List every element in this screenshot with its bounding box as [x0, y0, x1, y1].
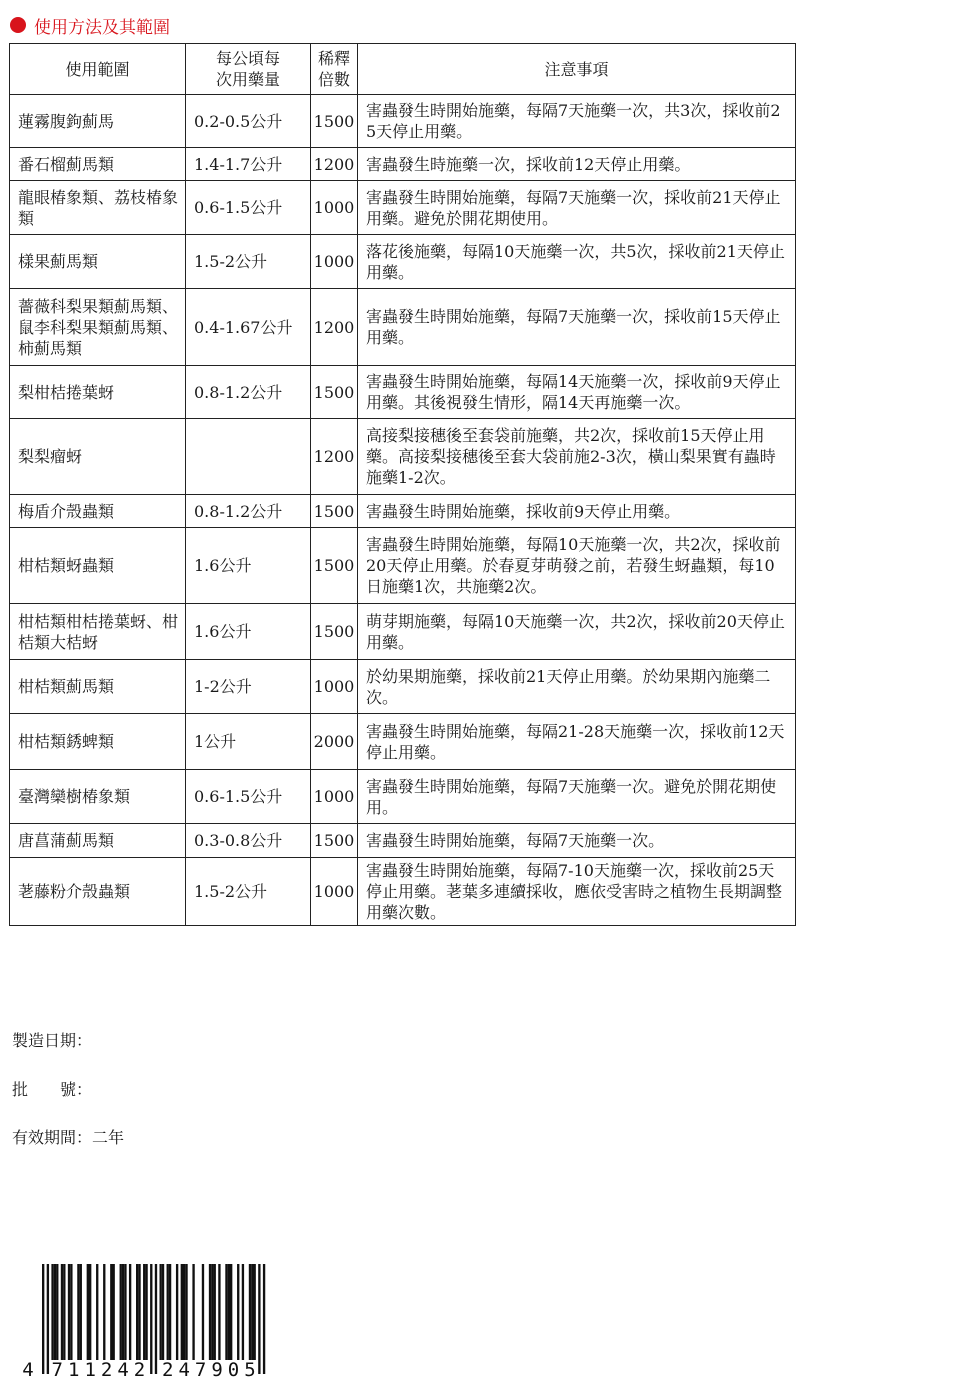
header-notes: 注意事項: [358, 44, 796, 95]
section-title: 使用方法及其範圍: [34, 17, 170, 38]
dose-cell: 0.4-1.67公升: [186, 289, 311, 366]
barcode-digit: 2: [162, 1359, 174, 1380]
dilution-cell: 1000: [311, 770, 358, 824]
dilution-cell: 1000: [311, 660, 358, 714]
barcode-bar: [77, 1264, 79, 1360]
dose-cell: 1.6公升: [186, 528, 311, 604]
usage-scope-cell: 樣果薊馬類: [10, 235, 186, 289]
table-row: [10, 604, 796, 660]
barcode-bar: [176, 1264, 178, 1360]
table-row: [10, 858, 796, 926]
barcode-bar: [70, 1264, 72, 1360]
barcode-bar: [96, 1264, 98, 1360]
notes-cell: 害蟲發生時施藥一次，採收前12天停止用藥。: [358, 148, 796, 181]
barcode-bar: [145, 1264, 147, 1360]
usage-scope-cell: 柑桔類薊馬類: [10, 660, 186, 714]
barcode-bar: [68, 1264, 70, 1360]
barcode-bar: [249, 1264, 251, 1360]
table-body: [10, 95, 796, 926]
usage-scope-cell: 柑桔類銹蜱類: [10, 714, 186, 770]
table-row: [10, 235, 796, 289]
barcode-digit: 2: [133, 1359, 146, 1380]
barcode-bar: [155, 1264, 157, 1374]
barcode-digit: 4: [22, 1359, 34, 1380]
barcode-bar: [143, 1264, 145, 1360]
dilution-cell: 1200: [311, 148, 358, 181]
barcode-bar: [113, 1264, 115, 1360]
usage-scope-cell: 薔薇科梨果類薊馬類、鼠李科梨果類薊馬類、柿薊馬類: [10, 289, 186, 366]
usage-scope-cell: 龍眼椿象類、荔枝椿象類: [10, 181, 186, 235]
table-row: [10, 148, 796, 181]
usage-scope-cell: 柑桔類蚜蟲類: [10, 528, 186, 604]
usage-table: [9, 43, 796, 926]
table-row: [10, 419, 796, 495]
usage-scope-cell: 梨柑桔捲葉蚜: [10, 366, 186, 419]
barcode: [20, 1262, 282, 1380]
barcode-bar: [228, 1264, 230, 1360]
dilution-cell: 1500: [311, 366, 358, 419]
header-dose: 每公頃每 次用藥量: [186, 44, 311, 95]
barcode-bar: [160, 1264, 162, 1360]
barcode-bar: [110, 1264, 112, 1360]
barcode-digit: 1: [84, 1359, 96, 1380]
barcode-bar: [218, 1264, 220, 1360]
barcode-digit: 7: [51, 1359, 63, 1380]
table-row: [10, 366, 796, 419]
barcode-digit: 2: [100, 1359, 113, 1380]
barcode-bar: [225, 1264, 227, 1360]
dose-cell: 0.6-1.5公升: [186, 181, 311, 235]
barcode-bar: [54, 1264, 56, 1360]
notes-cell: 害蟲發生時開始施藥，每隔7-10天施藥一次，採收前25天停止用藥。荖葉多連續採收，應依受害時之植物生長期調整用藥次數。: [358, 858, 796, 926]
barcode-bar: [214, 1264, 216, 1360]
barcode-bar: [120, 1264, 122, 1360]
dose-cell: 0.3-0.8公升: [186, 824, 311, 858]
barcode-bar: [80, 1264, 82, 1360]
barcode-bar: [254, 1264, 256, 1360]
barcode-digit: 0: [227, 1359, 240, 1380]
dose-cell: 1.5-2公升: [186, 235, 311, 289]
barcode-bar: [192, 1264, 194, 1360]
table-header-row: [10, 44, 796, 95]
dose-cell: 1-2公升: [186, 660, 311, 714]
table-row: [10, 289, 796, 366]
dose-cell: 0.6-1.5公升: [186, 770, 311, 824]
barcode-bar: [124, 1264, 126, 1360]
usage-scope-cell: 唐菖蒲薊馬類: [10, 824, 186, 858]
table-row: [10, 528, 796, 604]
red-bullet-icon: [10, 17, 26, 33]
barcode-bar: [129, 1264, 131, 1360]
barcode-digit: 7: [194, 1359, 207, 1380]
barcode-digit: 4: [117, 1359, 129, 1380]
table-row: [10, 824, 796, 858]
dose-cell: 0.8-1.2公升: [186, 366, 311, 419]
barcode-bar: [237, 1264, 239, 1360]
barcode-bar: [183, 1264, 185, 1360]
barcode-bar: [89, 1264, 91, 1360]
notes-cell: 高接梨接穗後至套袋前施藥，共2次，採收前15天停止用藥。高接梨接穗後至套大袋前施2-3次，橫山梨果實有蟲時施藥1-2次。: [358, 419, 796, 495]
dilution-cell: 1200: [311, 289, 358, 366]
notes-cell: 害蟲發生時開始施藥，每隔21-28天施藥一次，採收前12天停止用藥。: [358, 714, 796, 770]
dilution-cell: 1000: [311, 181, 358, 235]
notes-cell: 害蟲發生時開始施藥，每隔7天施藥一次。避免於開花期使用。: [358, 770, 796, 824]
barcode-bar: [167, 1264, 169, 1360]
dilution-cell: 1500: [311, 604, 358, 660]
dilution-cell: 1500: [311, 528, 358, 604]
header-dilution: 稀釋 倍數: [311, 44, 358, 95]
section-header: [10, 12, 170, 38]
usage-scope-cell: 柑桔類柑桔捲葉蚜、柑桔類大桔蚜: [10, 604, 186, 660]
barcode-bar: [56, 1264, 58, 1360]
notes-cell: 萌芽期施藥，每隔10天施藥一次，共2次，採收前20天停止用藥。: [358, 604, 796, 660]
barcode-bar: [42, 1264, 44, 1374]
barcode-digit: 9: [211, 1359, 223, 1380]
barcode-digit: 4: [178, 1359, 190, 1380]
notes-cell: 害蟲發生時開始施藥，採收前9天停止用藥。: [358, 495, 796, 528]
barcode-bar: [122, 1264, 124, 1360]
dilution-cell: 1500: [311, 95, 358, 148]
notes-cell: 害蟲發生時開始施藥，每隔7天施藥一次。: [358, 824, 796, 858]
barcode-bar: [61, 1264, 63, 1360]
table-row: [10, 660, 796, 714]
barcode-bar: [162, 1264, 164, 1360]
barcode-bar: [251, 1264, 253, 1360]
usage-scope-cell: 梨梨瘤蚜: [10, 419, 186, 495]
barcode-bar: [138, 1264, 140, 1360]
barcode-bar: [230, 1264, 232, 1360]
barcode-bar: [103, 1264, 105, 1360]
dose-cell: 0.2-0.5公升: [186, 95, 311, 148]
table-row: [10, 495, 796, 528]
notes-cell: 害蟲發生時開始施藥，每隔14天施藥一次，採收前9天停止用藥。其後視發生情形，隔14天再施藥一次。: [358, 366, 796, 419]
usage-scope-cell: 蓮霧腹鉤薊馬: [10, 95, 186, 148]
barcode-bar: [202, 1264, 204, 1360]
dose-cell: 1.4-1.7公升: [186, 148, 311, 181]
notes-cell: 害蟲發生時開始施藥，每隔10天施藥一次，共2次，採收前20天停止用藥。於春夏芽萌發之前，若發生蚜蟲類，每10日施藥1次，共施藥2次。: [358, 528, 796, 604]
dose-cell: 1公升: [186, 714, 311, 770]
dilution-cell: 1000: [311, 235, 358, 289]
header-scope: 使用範圍: [10, 44, 186, 95]
dose-cell: 1.5-2公升: [186, 858, 311, 926]
notes-cell: 落花後施藥，每隔10天施藥一次，共5次，採收前21天停止用藥。: [358, 235, 796, 289]
barcode-bar: [263, 1264, 265, 1374]
barcode-bar: [47, 1264, 49, 1374]
barcode-bar: [209, 1264, 211, 1360]
barcode-bar: [136, 1264, 138, 1360]
usage-scope-cell: 梅盾介殼蟲類: [10, 495, 186, 528]
dose-cell: [186, 419, 311, 495]
barcode-bar: [211, 1264, 213, 1360]
barcode-bar: [258, 1264, 260, 1374]
barcode-digit: 1: [68, 1359, 80, 1380]
barcode-bar: [51, 1264, 53, 1360]
table-row: [10, 181, 796, 235]
batch-number-label: 批 號：: [12, 1080, 93, 1099]
table-row: [10, 95, 796, 148]
barcode-digit: 5: [244, 1359, 256, 1380]
notes-cell: 害蟲發生時開始施藥，每隔7天施藥一次，採收前21天停止用藥。避免於開花期使用。: [358, 181, 796, 235]
barcode-bar: [169, 1264, 171, 1360]
table-row: [10, 770, 796, 824]
manufacture-date-label: 製造日期：: [12, 1031, 93, 1050]
notes-cell: 於幼果期施藥，採收前21天停止用藥。於幼果期內施藥二次。: [358, 660, 796, 714]
barcode-bar: [87, 1264, 89, 1360]
notes-cell: 害蟲發生時開始施藥，每隔7天施藥一次，共3次，採收前25天停止用藥。: [358, 95, 796, 148]
dilution-cell: 1000: [311, 858, 358, 926]
barcode-bar: [150, 1264, 152, 1374]
dilution-cell: 1500: [311, 495, 358, 528]
table-row: [10, 714, 796, 770]
barcode-bar: [181, 1264, 183, 1360]
validity-period-label: 有效期間：二年: [12, 1128, 125, 1147]
dilution-cell: 1200: [311, 419, 358, 495]
barcode-bar: [63, 1264, 65, 1360]
dilution-cell: 2000: [311, 714, 358, 770]
notes-cell: 害蟲發生時開始施藥，每隔7天施藥一次，採收前15天停止用藥。: [358, 289, 796, 366]
dilution-cell: 1500: [311, 824, 358, 858]
usage-scope-cell: 臺灣欒樹椿象類: [10, 770, 186, 824]
usage-scope-cell: 番石榴薊馬類: [10, 148, 186, 181]
barcode-bar: [242, 1264, 244, 1360]
dose-cell: 1.6公升: [186, 604, 311, 660]
barcode-bar: [185, 1264, 187, 1360]
usage-scope-cell: 荖藤粉介殼蟲類: [10, 858, 186, 926]
dose-cell: 0.8-1.2公升: [186, 495, 311, 528]
